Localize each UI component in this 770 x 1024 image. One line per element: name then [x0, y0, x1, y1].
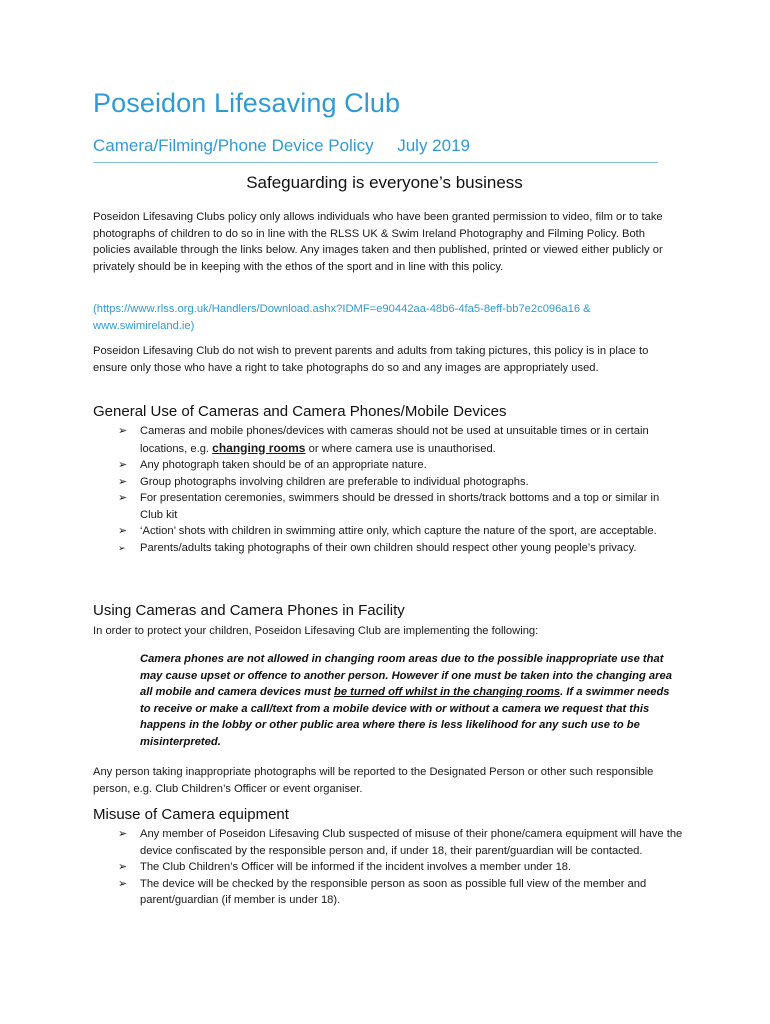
notice-underlined-text: be turned off whilst in the changing rooms	[334, 686, 561, 698]
list-item-text: Group photographs involving children are preferable to individual photographs.	[140, 475, 529, 488]
notice-text: . If a swimmer needs to receive or make a call/text from a mobile device with or without a camera we request that this happens in the lobby or other public area where there is less likelihood for any such use to be misinterpreted.	[140, 686, 670, 748]
arrow-bullet-icon: ➢	[118, 861, 128, 873]
list-item-text: For presentation ceremonies, swimmers should be dressed in shorts/track bottoms and a top or similar in Club kit	[140, 492, 660, 521]
intro-paragraph: Poseidon Lifesaving Clubs policy only allows individuals who have been granted permission to video, film or to take photographs of children to do so in line with the RLSS UK & Swim Ireland Photography and Filming Policy. Both policies available through the links below. Any images taken and then published, printed or viewed either publicly or privately should be in keeping with the ethos of the sport and in line with this policy.	[93, 211, 663, 273]
arrow-bullet-icon: ➢	[118, 525, 128, 537]
title-divider	[93, 162, 658, 163]
arrow-bullet-icon: ➢	[118, 475, 128, 488]
purpose-paragraph: Poseidon Lifesaving Club do not wish to prevent parents and adults from taking pictures, this policy is in place to ensure only those who have a right to take photographs do so and any images are appropriately used.	[93, 345, 649, 374]
list-item-text: ‘Action’ shots with children in swimming attire only, which capture the nature of the sport, are acceptable.	[140, 525, 657, 537]
list-item-text: or where camera use is unauthorised.	[305, 442, 496, 455]
policy-subtitle: Camera/Filming/Phone Device Policy July 2019	[93, 136, 470, 155]
club-title: Poseidon Lifesaving Club	[93, 88, 401, 118]
changing-room-notice	[140, 651, 680, 750]
arrow-bullet-icon: ➢	[118, 425, 128, 437]
list-item	[118, 474, 683, 491]
facility-intro: In order to protect your children, Poseidon Lifesaving Club are implementing the following:	[93, 625, 539, 637]
list-item	[118, 490, 683, 523]
misuse-list	[118, 826, 683, 909]
list-item	[118, 540, 683, 557]
list-item	[118, 457, 683, 474]
policy-links[interactable]: (https://www.rlss.org.uk/Handlers/Download.ashx?IDMF=e90442aa-48b6-4fa5-8eff-bb7e2c096a16 & www.swimireland.ie)	[93, 303, 591, 332]
list-item	[118, 876, 683, 909]
changing-rooms-emphasis: changing rooms	[212, 440, 306, 455]
arrow-bullet-icon: ➢	[118, 542, 126, 553]
arrow-bullet-icon: ➢	[118, 459, 128, 471]
list-item	[118, 423, 683, 457]
list-item	[118, 859, 683, 876]
general-use-list	[118, 423, 683, 556]
list-item	[118, 826, 683, 859]
safeguarding-heading: Safeguarding is everyone’s business	[246, 173, 523, 192]
arrow-bullet-icon: ➢	[118, 492, 128, 504]
list-item-text: Any member of Poseidon Lifesaving Club suspected of misuse of their phone/camera equipment will have the device confiscated by the responsible person and, if under 18, their parent/guardian will be contacted.	[140, 828, 683, 857]
facility-heading: Using Cameras and Camera Phones in Facility	[93, 602, 405, 619]
list-item-text: The device will be checked by the responsible person as soon as possible full view of the member and parent/guardian (if member is under 18).	[140, 877, 647, 906]
list-item-text: Any photograph taken should be of an appropriate nature.	[140, 459, 427, 471]
list-item	[118, 523, 683, 540]
list-item-text: The Club Children’s Officer will be informed if the incident involves a member under 18.	[140, 861, 572, 873]
reporting-paragraph: Any person taking inappropriate photographs will be reported to the Designated Person or other such responsible person, e.g. Club Children’s Officer or event organiser.	[93, 766, 654, 795]
list-item-text: Cameras and mobile phones/devices with cameras should not be used at unsuitable times or in certain locations, e.g.	[140, 425, 649, 455]
general-use-heading: General Use of Cameras and Camera Phones/Mobile Devices	[93, 403, 507, 420]
arrow-bullet-icon: ➢	[118, 828, 128, 840]
notice-text: Camera phones are not allowed in changing room areas due to the possible inappropriate use that may cause upset or offence to another person. However if one must be taken into the changing area all mobile and camera devices must	[140, 653, 672, 698]
misuse-heading: Misuse of Camera equipment	[93, 806, 289, 823]
list-item-text: Parents/adults taking photographs of their own children should respect other young people’s privacy.	[140, 541, 637, 554]
arrow-bullet-icon: ➢	[118, 877, 128, 890]
